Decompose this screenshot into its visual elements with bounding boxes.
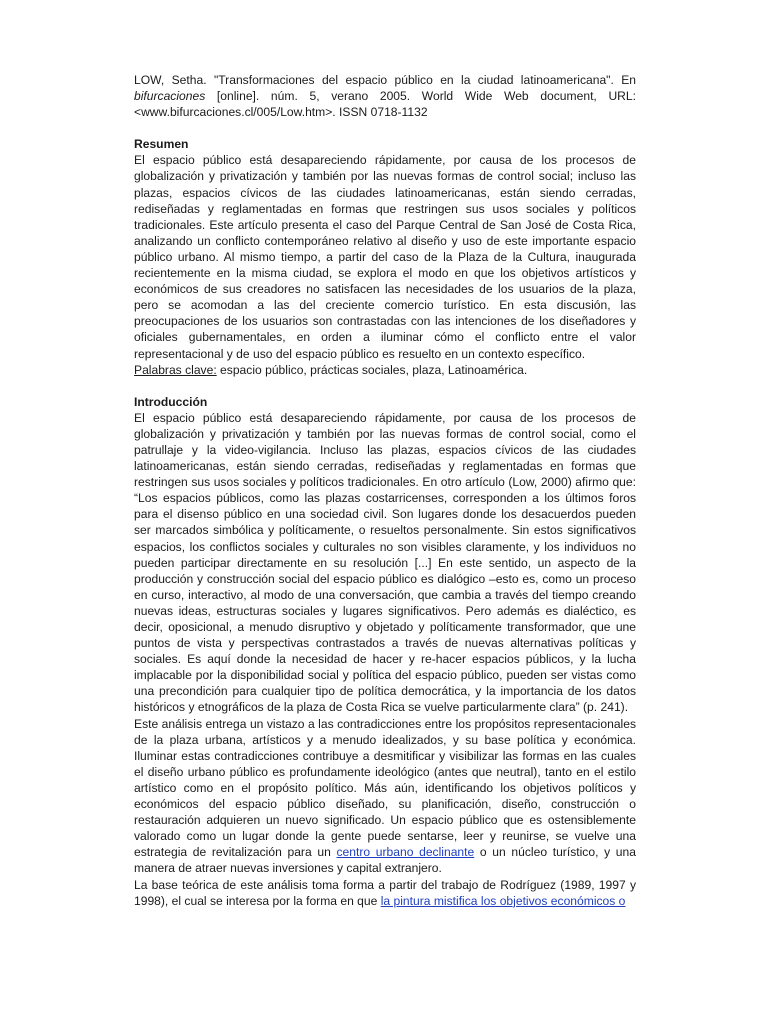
intro-paragraph-3 xyxy=(134,877,636,909)
link-centro-urbano-declinante[interactable]: centro urbano declinante xyxy=(336,845,475,860)
keywords-label: Palabras clave: xyxy=(134,362,217,377)
citation xyxy=(134,72,636,120)
resumen-body: El espacio público está desapareciendo rápidamente, por causa de los procesos de globalización y privatización y también por las nuevas formas de control social; incluso las plazas, espacios cívicos de las ciudades latinoamericanas, están siendo cerradas, rediseñadas y reglamentadas en formas que restringen sus usos sociales y políticos tradicionales. Este artículo presenta el caso del Parque Central de San José de Costa Rica, analizando un conflicto contemporáneo relativo al diseño y uso de este importante espacio público urbano. Al mismo tiempo, a partir del caso de la Plaza de la Cultura, inaugurada recientemente en la misma ciudad, se explora el modo en que los objetivos artísticos y económicos de sus creadores no satisfacen las necesidades de los usuarios de la plaza, pero se acomodan a las del creciente comercio turístico. En esta discusión, las preocupaciones de los usuarios son contrastadas con las intenciones de los diseñadores y oficiales gubernamentales, en orden a iluminar cómo el conflicto entre el valor representacional y de uso del espacio público es resuelto en un contexto específico. xyxy=(134,153,636,361)
intro-p2-text-before: Este análisis entrega un vistazo a las contradicciones entre los propósitos representacionales de la plaza urbana, artísticos y a menudo idealizados, y su base política y económica. Iluminar estas contradicciones contribuye a desmitificar y visibilizar las formas en las cuales el diseño urbano público es profundamente ideológico (antes que neutral), tanto en el estilo artístico como en el propósito político. Más aún, identificando los objetivos políticos y económicos del espacio público diseñado, su planificación, diseño, construcción o restauración adquieren un nuevo significado. Un espacio público que es ostensiblemente valorado como un lugar donde la gente puede sentarse, leer y reunirse, se vuelve una estrategia de revitalización para un xyxy=(134,716,636,860)
intro-paragraph-1: El espacio público está desapareciendo rápidamente, por causa de los procesos de globalización y privatización y también por las nuevas formas de control social, como el patrullaje y la video-vigilancia. Incluso las plazas, espacios cívicos de las ciudades latinoamericanas, están siendo cerradas, rediseñadas y reglamentadas en formas que restringen sus usos sociales y políticos tradicionales. En otro artículo (Low, 2000) afirmo que: “Los espacios públicos, como las plazas costarricenses, corresponden a los últimos foros para el disenso público en una sociedad civil. Son lugares donde los desacuerdos pueden ser marcados simbólica y políticamente, o resueltos personalmente. Sin estos significativos espacios, los conflictos sociales y culturales no son visibles claramente, y los individuos no pueden participar directamente en su resolución [...] En este sentido, un aspecto de la producción y construcción social del espacio público es dialógico –esto es, como un proceso en curso, interactivo, al modo de una conversación, que cambia a través del tiempo creando nuevas ideas, estructuras sociales y lugares significativos. Pero además es dialéctico, es decir, oposicional, a menudo disruptivo y objetado y políticamente transformador, que une puntos de vista y perspectivas contrastados a través de nuevas alternativas políticas y sociales. Es aquí donde la necesidad de hacer y re-hacer espacios públicos, y la lucha implacable por la disponibilidad social y política del espacio público, pueden ser vistas como una precondición para cualquier tipo de política democrática, y la importancia de los datos históricos y etnográficos de la plaza de Costa Rica se vuelve particularmente clara” (p. 241). xyxy=(134,410,636,715)
link-pintura-mistifica[interactable]: la pintura mistifica los objetivos económicos o xyxy=(380,893,626,908)
intro-p3-text-before: La base teórica de este análisis toma forma a partir del trabajo de Rodríguez (1989, 1997 y 1998), el cual se interesa por la forma en que xyxy=(134,877,636,908)
citation-author: LOW, Setha. xyxy=(134,73,207,87)
intro-p2-text-after: o un núcleo turístico, y una manera de atraer nuevas inversiones y capital extranjero. xyxy=(134,845,636,876)
keywords-line xyxy=(134,362,636,378)
introduccion-heading: Introducción xyxy=(134,394,208,409)
citation-title: "Transformaciones del espacio público en la ciudad latinoamericana". En xyxy=(213,73,636,87)
intro-paragraph-2 xyxy=(134,716,636,877)
document-body xyxy=(134,72,636,909)
citation-journal: bifurcaciones xyxy=(134,89,206,104)
resumen-heading: Resumen xyxy=(134,137,189,152)
citation-details: [online]. núm. 5, verano 2005. World Wide Web document, URL: <www.bifurcaciones.cl/005/Low.htm>. ISSN 0718-1132 xyxy=(134,89,636,120)
keywords-text: espacio público, prácticas sociales, plaza, Latinoamérica. xyxy=(216,362,528,377)
